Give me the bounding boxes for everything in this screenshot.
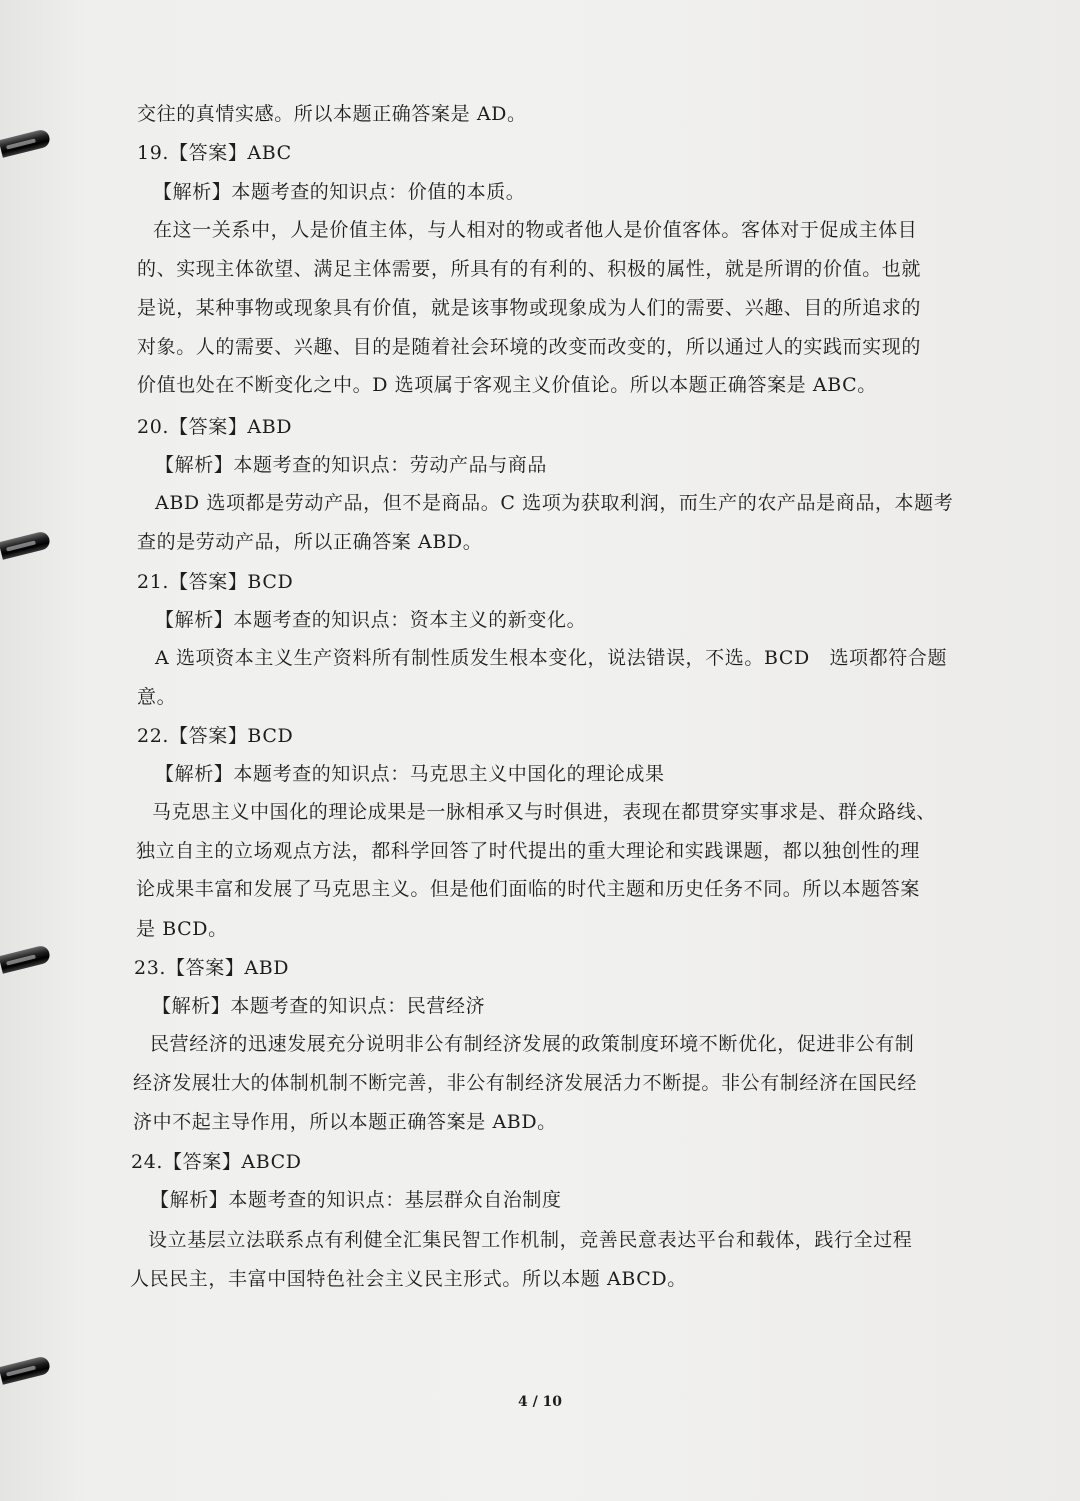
text-line: 论成果丰富和发展了马克思主义。但是他们面临的时代主题和历史任务不同。所以本题答案 bbox=[136, 878, 921, 900]
analysis-heading: 【解析】本题考查的知识点：劳动产品与商品 bbox=[155, 454, 548, 476]
text-line: 民营经济的迅速发展充分说明非公有制经济发展的政策制度环境不断优化，促进非公有制 bbox=[150, 1033, 915, 1055]
text-line: 马克思主义中国化的理论成果是一脉相承又与时俱进，表现在都贯穿实事求是、群众路线、 bbox=[152, 801, 937, 823]
text-line: 价值也处在不断变化之中。D 选项属于客观主义价值论。所以本题正确答案是 ABC。 bbox=[137, 374, 877, 396]
answer-heading-20: 20.【答案】ABD bbox=[137, 416, 293, 438]
analysis-heading: 【解析】本题考查的知识点：民营经济 bbox=[152, 995, 486, 1017]
answer-heading-24: 24.【答案】ABCD bbox=[131, 1151, 302, 1173]
analysis-heading: 【解析】本题考查的知识点：基层群众自治制度 bbox=[150, 1189, 562, 1211]
answer-heading-22: 22.【答案】BCD bbox=[137, 725, 294, 747]
text-line: 对象。人的需要、兴趣、目的是随着社会环境的改变而改变的，所以通过人的实践而实现的 bbox=[137, 336, 922, 358]
answer-heading-23: 23.【答案】ABD bbox=[134, 957, 290, 979]
answer-heading-21: 21.【答案】BCD bbox=[137, 571, 294, 593]
text-line: 意。 bbox=[137, 686, 177, 708]
text-line: 济中不起主导作用，所以本题正确答案是 ABD。 bbox=[133, 1111, 557, 1133]
text-line: 人民民主，丰富中国特色社会主义民主形式。所以本题 ABCD。 bbox=[130, 1268, 687, 1290]
text-line: 在这一关系中，人是价值主体，与人相对的物或者他人是价值客体。客体对于促成主体目 bbox=[153, 219, 918, 241]
text-line: 经济发展壮大的体制机制不断完善，非公有制经济发展活力不断提。非公有制经济在国民经 bbox=[133, 1072, 918, 1094]
analysis-heading: 【解析】本题考查的知识点：价值的本质。 bbox=[153, 181, 526, 203]
text-line: 的、实现主体欲望、满足主体需要，所具有的有利的、积极的属性，就是所谓的价值。也就 bbox=[137, 258, 922, 280]
text-line: 交往的真情实感。所以本题正确答案是 AD。 bbox=[137, 103, 527, 125]
analysis-heading: 【解析】本题考查的知识点：马克思主义中国化的理论成果 bbox=[155, 763, 665, 785]
text-line: 是说，某种事物或现象具有价值，就是该事物或现象成为人们的需要、兴趣、目的所追求的 bbox=[137, 297, 922, 319]
text-line: A 选项资本主义生产资料所有制性质发生根本变化，说法错误，不选。BCD 选项都符合题 bbox=[155, 647, 948, 669]
page-number: 4 / 10 bbox=[517, 1394, 563, 1410]
answer-heading-19: 19.【答案】ABC bbox=[137, 142, 292, 164]
text-line: 查的是劳动产品，所以正确答案 ABD。 bbox=[137, 531, 483, 553]
analysis-heading: 【解析】本题考查的知识点：资本主义的新变化。 bbox=[155, 609, 587, 631]
text-line: 设立基层立法联系点有利健全汇集民智工作机制，竞善民意表达平台和载体，践行全过程 bbox=[148, 1229, 913, 1251]
text-line: ABD 选项都是劳动产品，但不是商品。C 选项为获取利润，而生产的农产品是商品，本题考 bbox=[155, 492, 954, 514]
text-line: 独立自主的立场观点方法，都科学回答了时代提出的重大理论和实践课题，都以独创性的理 bbox=[136, 840, 921, 862]
text-line: 是 BCD。 bbox=[136, 918, 228, 940]
